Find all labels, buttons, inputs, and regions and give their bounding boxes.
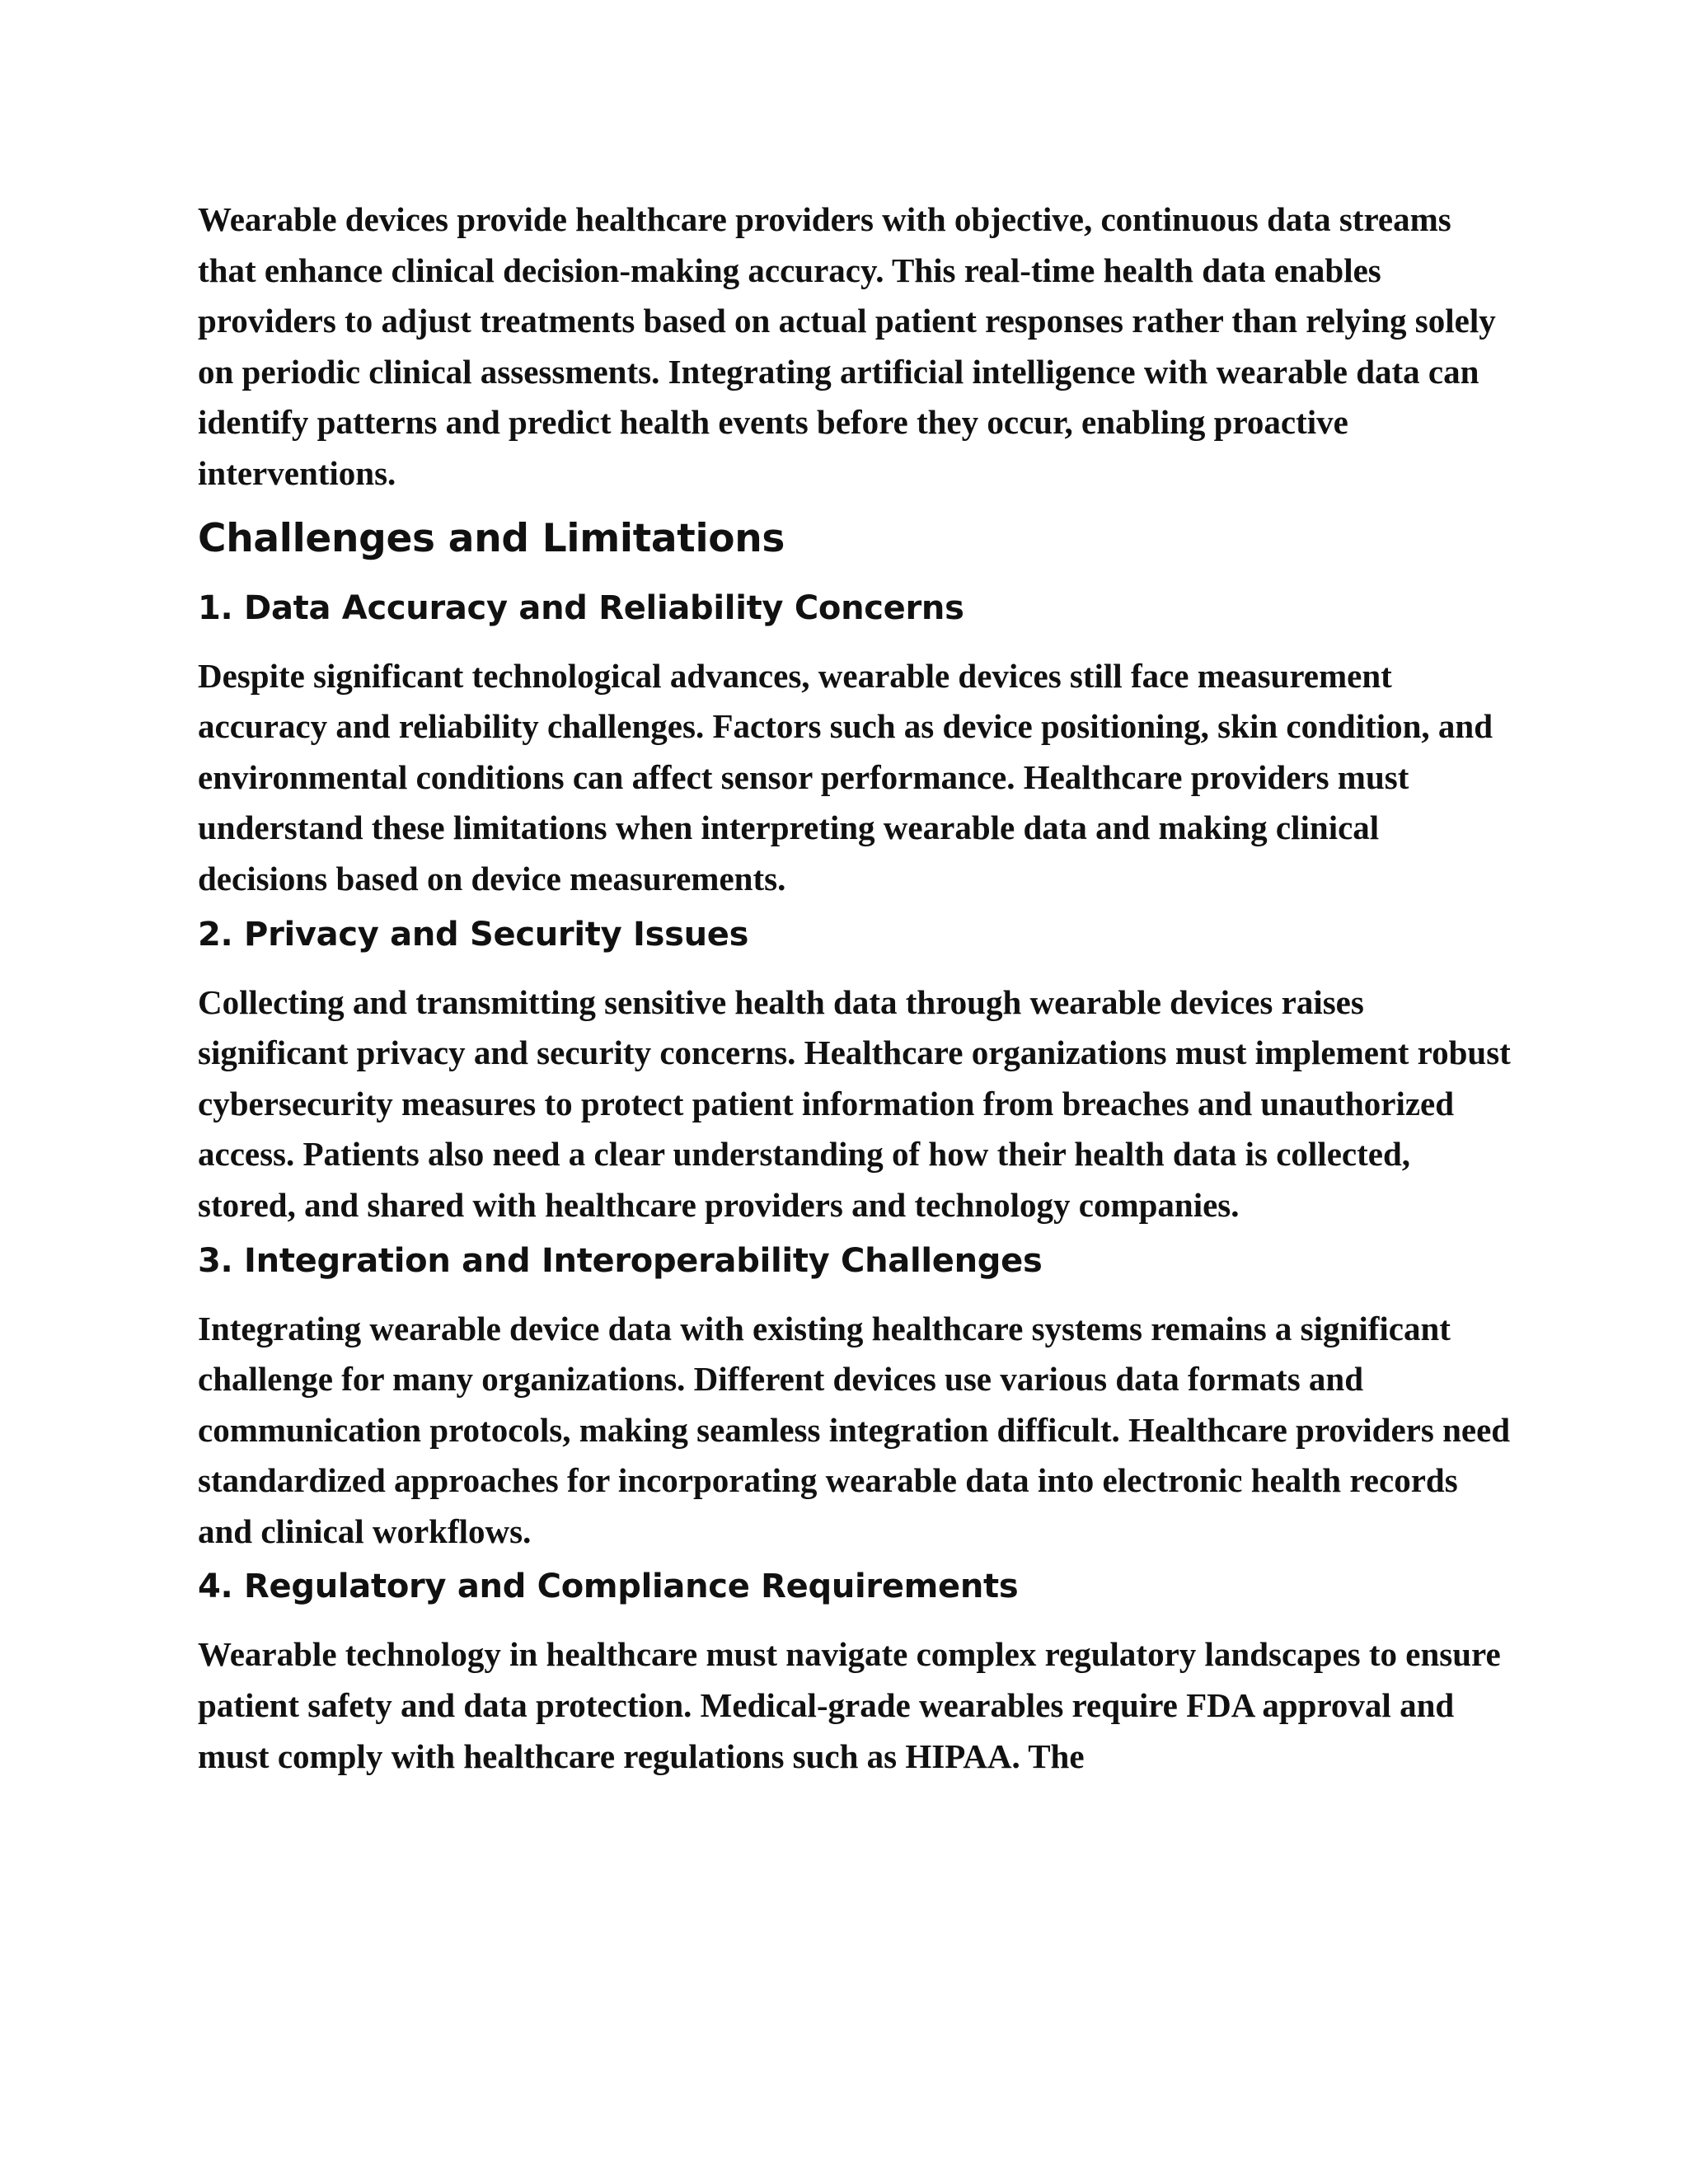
section-heading-challenges: Challenges and Limitations (198, 515, 785, 561)
subsection-title-privacy: 2. Privacy and Security Issues (198, 915, 749, 954)
subsection-body-regulatory: Wearable technology in healthcare must navigate complex regulatory landscapes to ensure patient safety and data protection. Medical-grade wearables require FDA approval and must comply with healthcare regulations such as HIPAA. The (198, 1635, 1501, 1775)
subsection-title-regulatory: 4. Regulatory and Compliance Requirements (198, 1568, 1019, 1606)
subsection-body-privacy: Collecting and transmitting sensitive health data through wearable devices raises significant privacy and security concerns. Healthcare organizations must implement robust cybersecurity measures to protect patient information from breaches and unauthorized access. Patients also need a clear understanding of how their health data is collected, stored, and shared with healthcare providers and technology companies. (198, 982, 1511, 1224)
document-content (198, 194, 1517, 1782)
subsection-title-integration: 3. Integration and Interoperability Challenges (198, 1241, 1043, 1280)
intro-paragraph: Wearable devices provide healthcare providers with objective, continuous data streams that enhance clinical decision-making accuracy. This real-time health data enables providers to adjust treatments based on actual patient responses rather than relying solely on periodic clinical assessments. Integrating artificial intelligence with wearable data can identify patterns and predict health events before they occur, enabling proactive interventions. (198, 200, 1496, 492)
subsection-title-data-accuracy: 1. Data Accuracy and Reliability Concerns (198, 588, 964, 627)
subsection-body-integration: Integrating wearable device data with existing healthcare systems remains a significant challenge for many organizations. Different devices use various data formats and communication protocols, making seamless integration difficult. Healthcare providers need standardized approaches for incorporating wearable data into electronic health records and clinical workflows. (198, 1309, 1511, 1550)
subsection-body-data-accuracy: Despite significant technological advances, wearable devices still face measurement accuracy and reliability challenges. Factors such as device positioning, skin condition, and environmental conditions can affect sensor performance. Healthcare providers must understand these limitations when interpreting wearable data and making clinical decisions based on device measurements. (198, 656, 1493, 898)
